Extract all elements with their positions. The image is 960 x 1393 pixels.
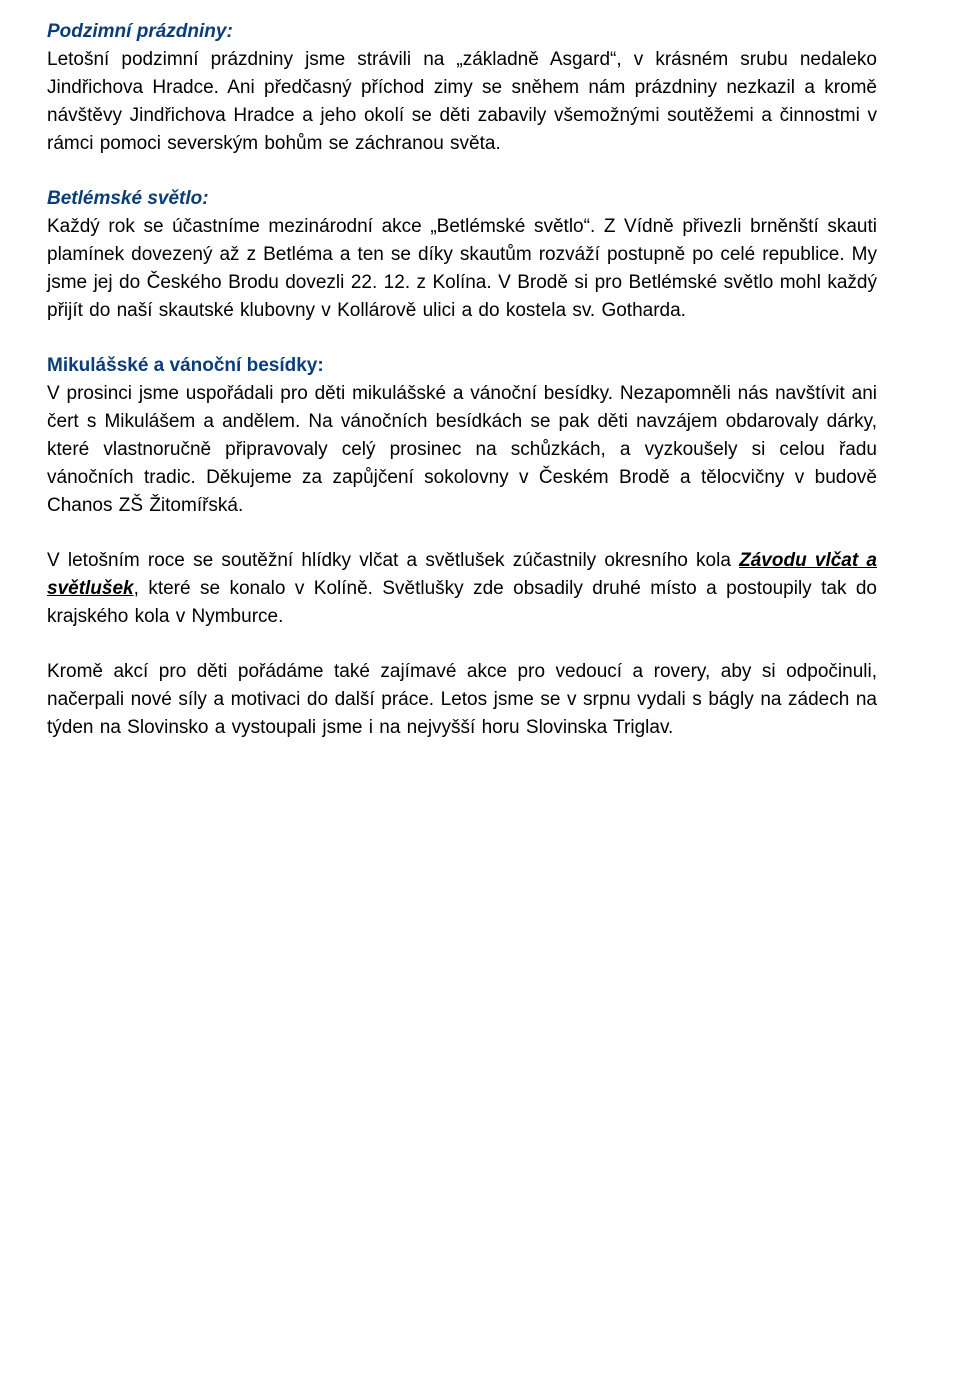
competition-text-before: V letošním roce se soutěžní hlídky vlčat a světlušek zúčastnily okresního kola (47, 550, 740, 571)
paragraph-bethlehem-light: Každý rok se účastníme mezinárodní akce „Betlémské světlo“. Z Vídně přivezli brněnští skauti plamínek dovezený až z Betléma a ten se díky skautům rozváží postupně po celé republice. My jsme jej do Českého Brodu dovezli 22. 12. z Kolína. V Brodě si pro Betlémské světlo mohl každý přijít do naší skautské klubovny v Kollárově ulici a do kostela sv. Gotharda. (47, 216, 877, 321)
section-competition (47, 547, 877, 631)
paragraph-christmas-parties: V prosinci jsme uspořádali pro děti mikulášské a vánoční besídky. Nezapomněli nás navštívit ani čert s Mikulášem a andělem. Na vánočních besídkách se pak děti navzájem obdarovaly dárky, které vlastnoručně připravovaly celý prosinec na schůzkách, a vyzkoušely si celou řadu vánočních tradic. Děkujeme za zapůjčení sokolovny v Českém Brodě a tělocvičny v budově Chanos ZŠ Žitomířská. (47, 383, 877, 516)
competition-emphasis: Závodu vlčat a světlušek (47, 550, 877, 599)
paragraph-autumn-holidays: Letošní podzimní prázdniny jsme strávili na „základně Asgard“, v krásném srubu nedaleko Jindřichova Hradce. Ani předčasný příchod zimy se sněhem nám prázdniny nezkazil a kromě návštěvy Jindřichova Hradce a jeho okolí se děti zabavily všemožnými soutěžemi a činnostmi v rámci pomoci severským bohům se záchranou světa. (47, 49, 877, 154)
document-page (47, 18, 877, 769)
competition-text-after: , které se konalo v Kolíně. Světlušky zde obsadily druhé místo a postoupily tak do krajského kola v Nymburce. (47, 578, 877, 627)
heading-bethlehem-light: Betlémské světlo: (47, 188, 209, 209)
heading-autumn-holidays: Podzimní prázdniny: (47, 21, 233, 42)
section-leaders (47, 658, 877, 742)
paragraph-competition (47, 547, 877, 631)
heading-christmas-parties: Mikulášské a vánoční besídky: (47, 355, 324, 376)
paragraph-leaders: Kromě akcí pro děti pořádáme také zajímavé akce pro vedoucí a rovery, aby si odpočinuli, načerpali nové síly a motivaci do další práce. Letos jsme se v srpnu vydali s bágly na zádech na týden na Slovinsko a vystoupali jsme i na nejvyšší horu Slovinska Triglav. (47, 661, 877, 738)
section-christmas-parties (47, 352, 877, 520)
section-autumn-holidays (47, 18, 877, 158)
section-bethlehem-light (47, 185, 877, 325)
